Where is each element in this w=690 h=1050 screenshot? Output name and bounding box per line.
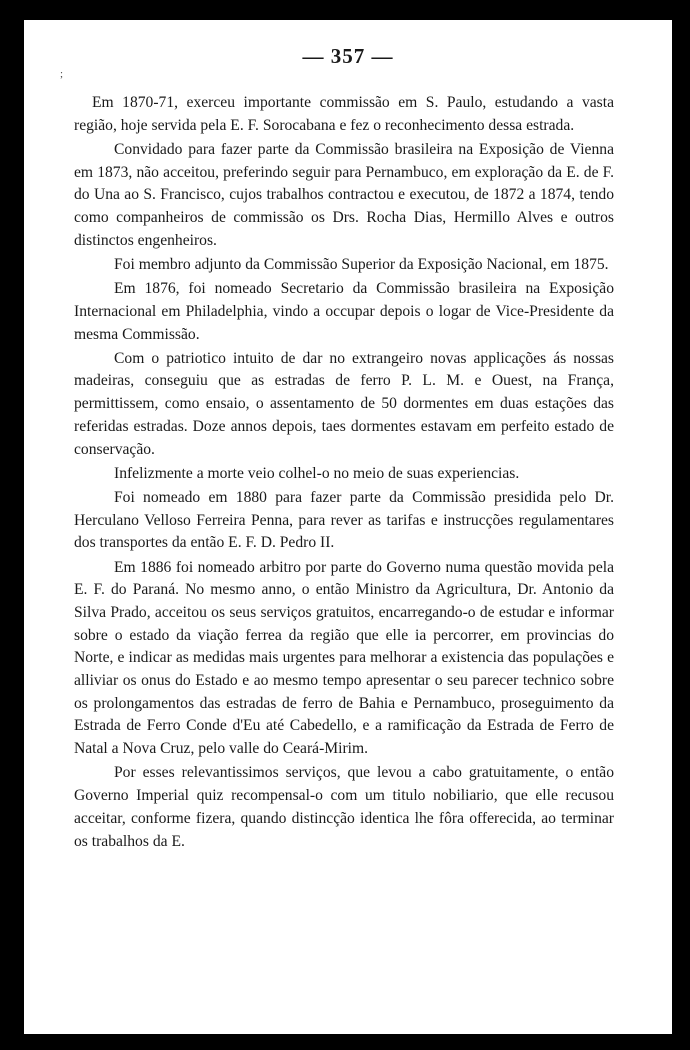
paragraph-3: Foi membro adjunto da Commissão Superior da Exposição Nacional, em 1875. <box>114 255 609 273</box>
paragraph-1: Em 1870-71, exerceu importante commissão em S. Paulo, estudando a vasta região, hoje servida pela E. F. Sorocabana e fez o reconhecimento dessa estrada. <box>74 94 614 134</box>
paragraph-4: Em 1876, foi nomeado Secretario da Commissão brasileira na Exposição Internacional em Philadelphia, vindo a occupar depois o logar de Vice-Presidente da mesma Commissão. <box>74 280 614 343</box>
paragraph-7: Foi nomeado em 1880 para fazer parte da Commissão presidida pelo Dr. Herculano Velloso Ferreira Penna, para rever as tarifas e instrucções regulamentares dos transportes da então E. F. D. Pedro II. <box>74 488 614 552</box>
stray-ink-mark: ; <box>60 68 64 80</box>
body-text <box>74 92 614 855</box>
paragraph-6: Infelizmente a morte veio colhel-o no meio de suas experiencias. <box>114 464 520 482</box>
paragraph-5: Com o patriotico intuito de dar no extrangeiro novas applicações ás nossas madeiras, conseguiu que as estradas de ferro P. L. M. e Ouest, na França, permittissem, como ensaio, o assentamento de 50 dormentes em duas estações das referidas estradas. Doze annos depois, taes dormentes estavam em perfeito estado de conservação. <box>74 349 614 458</box>
paragraph-2: Convidado para fazer parte da Commissão brasileira na Exposição de Vienna em 1873, não acceitou, preferindo seguir para Pernambuco, em exploração da E. de F. do Una ao S. Francisco, cujos trabalhos contractou e executou, de 1872 a 1874, tendo como companheiros de commissão os Drs. Rocha Dias, Hermillo Alves e outros distinctos engenheiros. <box>74 140 614 249</box>
paragraph-8: Em 1886 foi nomeado arbitro por parte do Governo numa questão movida pela E. F. do Paraná. No mesmo anno, o então Ministro da Agricultura, Dr. Antonio da Silva Prado, acceitou os seus serviços gratuitos, encarregando-o de estudar e informar sobre o estado da viação ferrea da região que elle ia percorrer, em provincias do Norte, e indicar as medidas mais urgentes para melhorar a existencia das populações e alliviar os onus do Estado e ao mesmo tempo apresentar o seu parecer technico sobre os prolongamentos das estradas de ferro de Bahia e Pernambuco, proseguimento da Estrada de Ferro Conde d'Eu até Cabedello, e a ramificação da Estrada de Ferro de Natal a Nova Cruz, pelo valle do Ceará-Mirim. <box>74 558 614 758</box>
page-number: — 357 — <box>302 44 394 68</box>
document-page <box>24 20 672 1034</box>
paragraph-9: Por esses relevantissimos serviços, que levou a cabo gratuitamente, o então Governo Imperial quiz recompensal-o com um titulo nobiliario, que elle recusou acceitar, conforme fizera, quando distincção identica lhe fôra offerecida, ao terminar os trabalhos da E. <box>74 764 614 850</box>
